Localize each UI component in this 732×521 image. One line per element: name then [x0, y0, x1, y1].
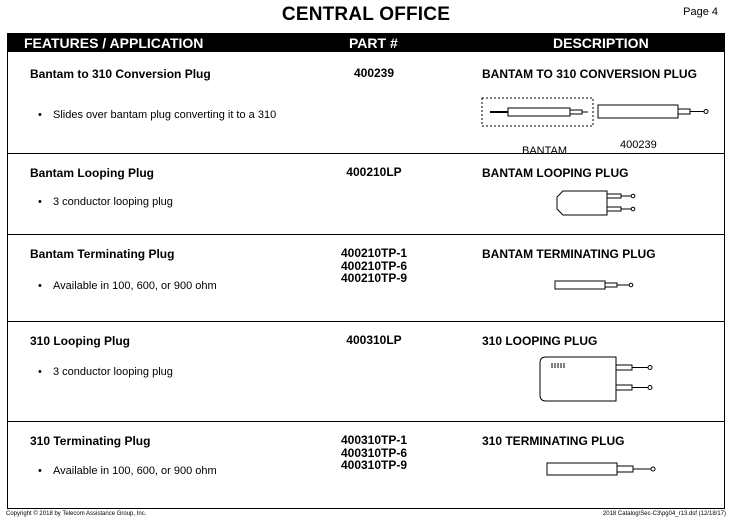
feature-bullet-text: 3 conductor looping plug	[53, 366, 173, 378]
feature-title: Bantam to 310 Conversion Plug	[30, 67, 211, 81]
column-header-features: FEATURES / APPLICATION	[24, 35, 204, 51]
feature-bullet	[38, 366, 173, 378]
column-header-description: DESCRIPTION	[553, 35, 649, 51]
feature-bullet	[38, 109, 276, 121]
table-row	[8, 154, 724, 235]
feature-title: Bantam Looping Plug	[30, 166, 154, 180]
part-numbers	[338, 334, 410, 347]
file-reference: 2018 Catalog\Sec-C3\pg04_r13.dsf (12/18/17)	[602, 511, 726, 517]
copyright-text: Copyright © 2018 by Telecom Assistance Group, Inc.	[6, 511, 147, 517]
part-numbers	[338, 166, 410, 179]
part-number: 400210TP-1	[340, 246, 408, 260]
310-looping-plug-illustration	[536, 355, 666, 405]
310-terminating-plug-illustration	[545, 460, 665, 478]
part-number: 400210LP	[346, 165, 402, 179]
description-title: 310 LOOPING PLUG	[482, 334, 598, 348]
bullet-dot-icon: •	[38, 366, 42, 378]
bullet-dot-icon: •	[38, 109, 42, 121]
feature-bullet	[38, 465, 217, 477]
table-header	[8, 34, 724, 52]
feature-bullet-text: Available in 100, 600, or 900 ohm	[53, 465, 217, 477]
feature-title: Bantam Terminating Plug	[30, 247, 175, 261]
feature-bullet	[38, 280, 217, 292]
product-table	[7, 33, 725, 509]
feature-bullet-text: Available in 100, 600, or 900 ohm	[53, 280, 217, 292]
feature-bullet	[38, 196, 173, 208]
bullet-dot-icon: •	[38, 196, 42, 208]
page-title: CENTRAL OFFICE	[281, 4, 451, 25]
description-title: BANTAM TO 310 CONVERSION PLUG	[482, 67, 697, 81]
part-numbers	[338, 67, 410, 80]
feature-bullet-text: Slides over bantam plug converting it to a 310	[53, 109, 277, 121]
table-row	[8, 322, 724, 422]
part-number: 400239	[353, 66, 395, 80]
feature-title: 310 Looping Plug	[30, 334, 131, 348]
part-number: 400310TP-9	[340, 458, 408, 472]
bantam-label: BANTAM	[522, 145, 568, 157]
description-title: 310 TERMINATING PLUG	[482, 434, 625, 448]
description-title: BANTAM LOOPING PLUG	[482, 166, 629, 180]
bullet-dot-icon: •	[38, 465, 42, 477]
part-label: 400239	[620, 139, 657, 151]
bantam-terminating-plug-illustration	[553, 277, 643, 293]
table-row	[8, 52, 724, 157]
page-number: Page 4	[683, 6, 718, 18]
column-header-part: PART #	[349, 35, 398, 51]
table-row	[8, 422, 724, 508]
part-number: 400310TP-1	[340, 433, 408, 447]
bantam-looping-plug-illustration	[553, 189, 643, 219]
table-row	[8, 235, 724, 322]
description-title: BANTAM TERMINATING PLUG	[482, 247, 656, 261]
part-number: 400210TP-6	[340, 258, 408, 273]
feature-title: 310 Terminating Plug	[30, 434, 151, 448]
part-number: 400310LP	[346, 333, 402, 347]
part-number: 400210TP-9	[340, 271, 408, 285]
part-number: 400310TP-6	[340, 445, 408, 460]
part-numbers	[338, 434, 410, 472]
conversion-plug-illustration	[480, 96, 720, 151]
bullet-dot-icon: •	[38, 280, 42, 292]
part-numbers	[338, 247, 410, 285]
feature-bullet-text: 3 conductor looping plug	[53, 196, 173, 208]
